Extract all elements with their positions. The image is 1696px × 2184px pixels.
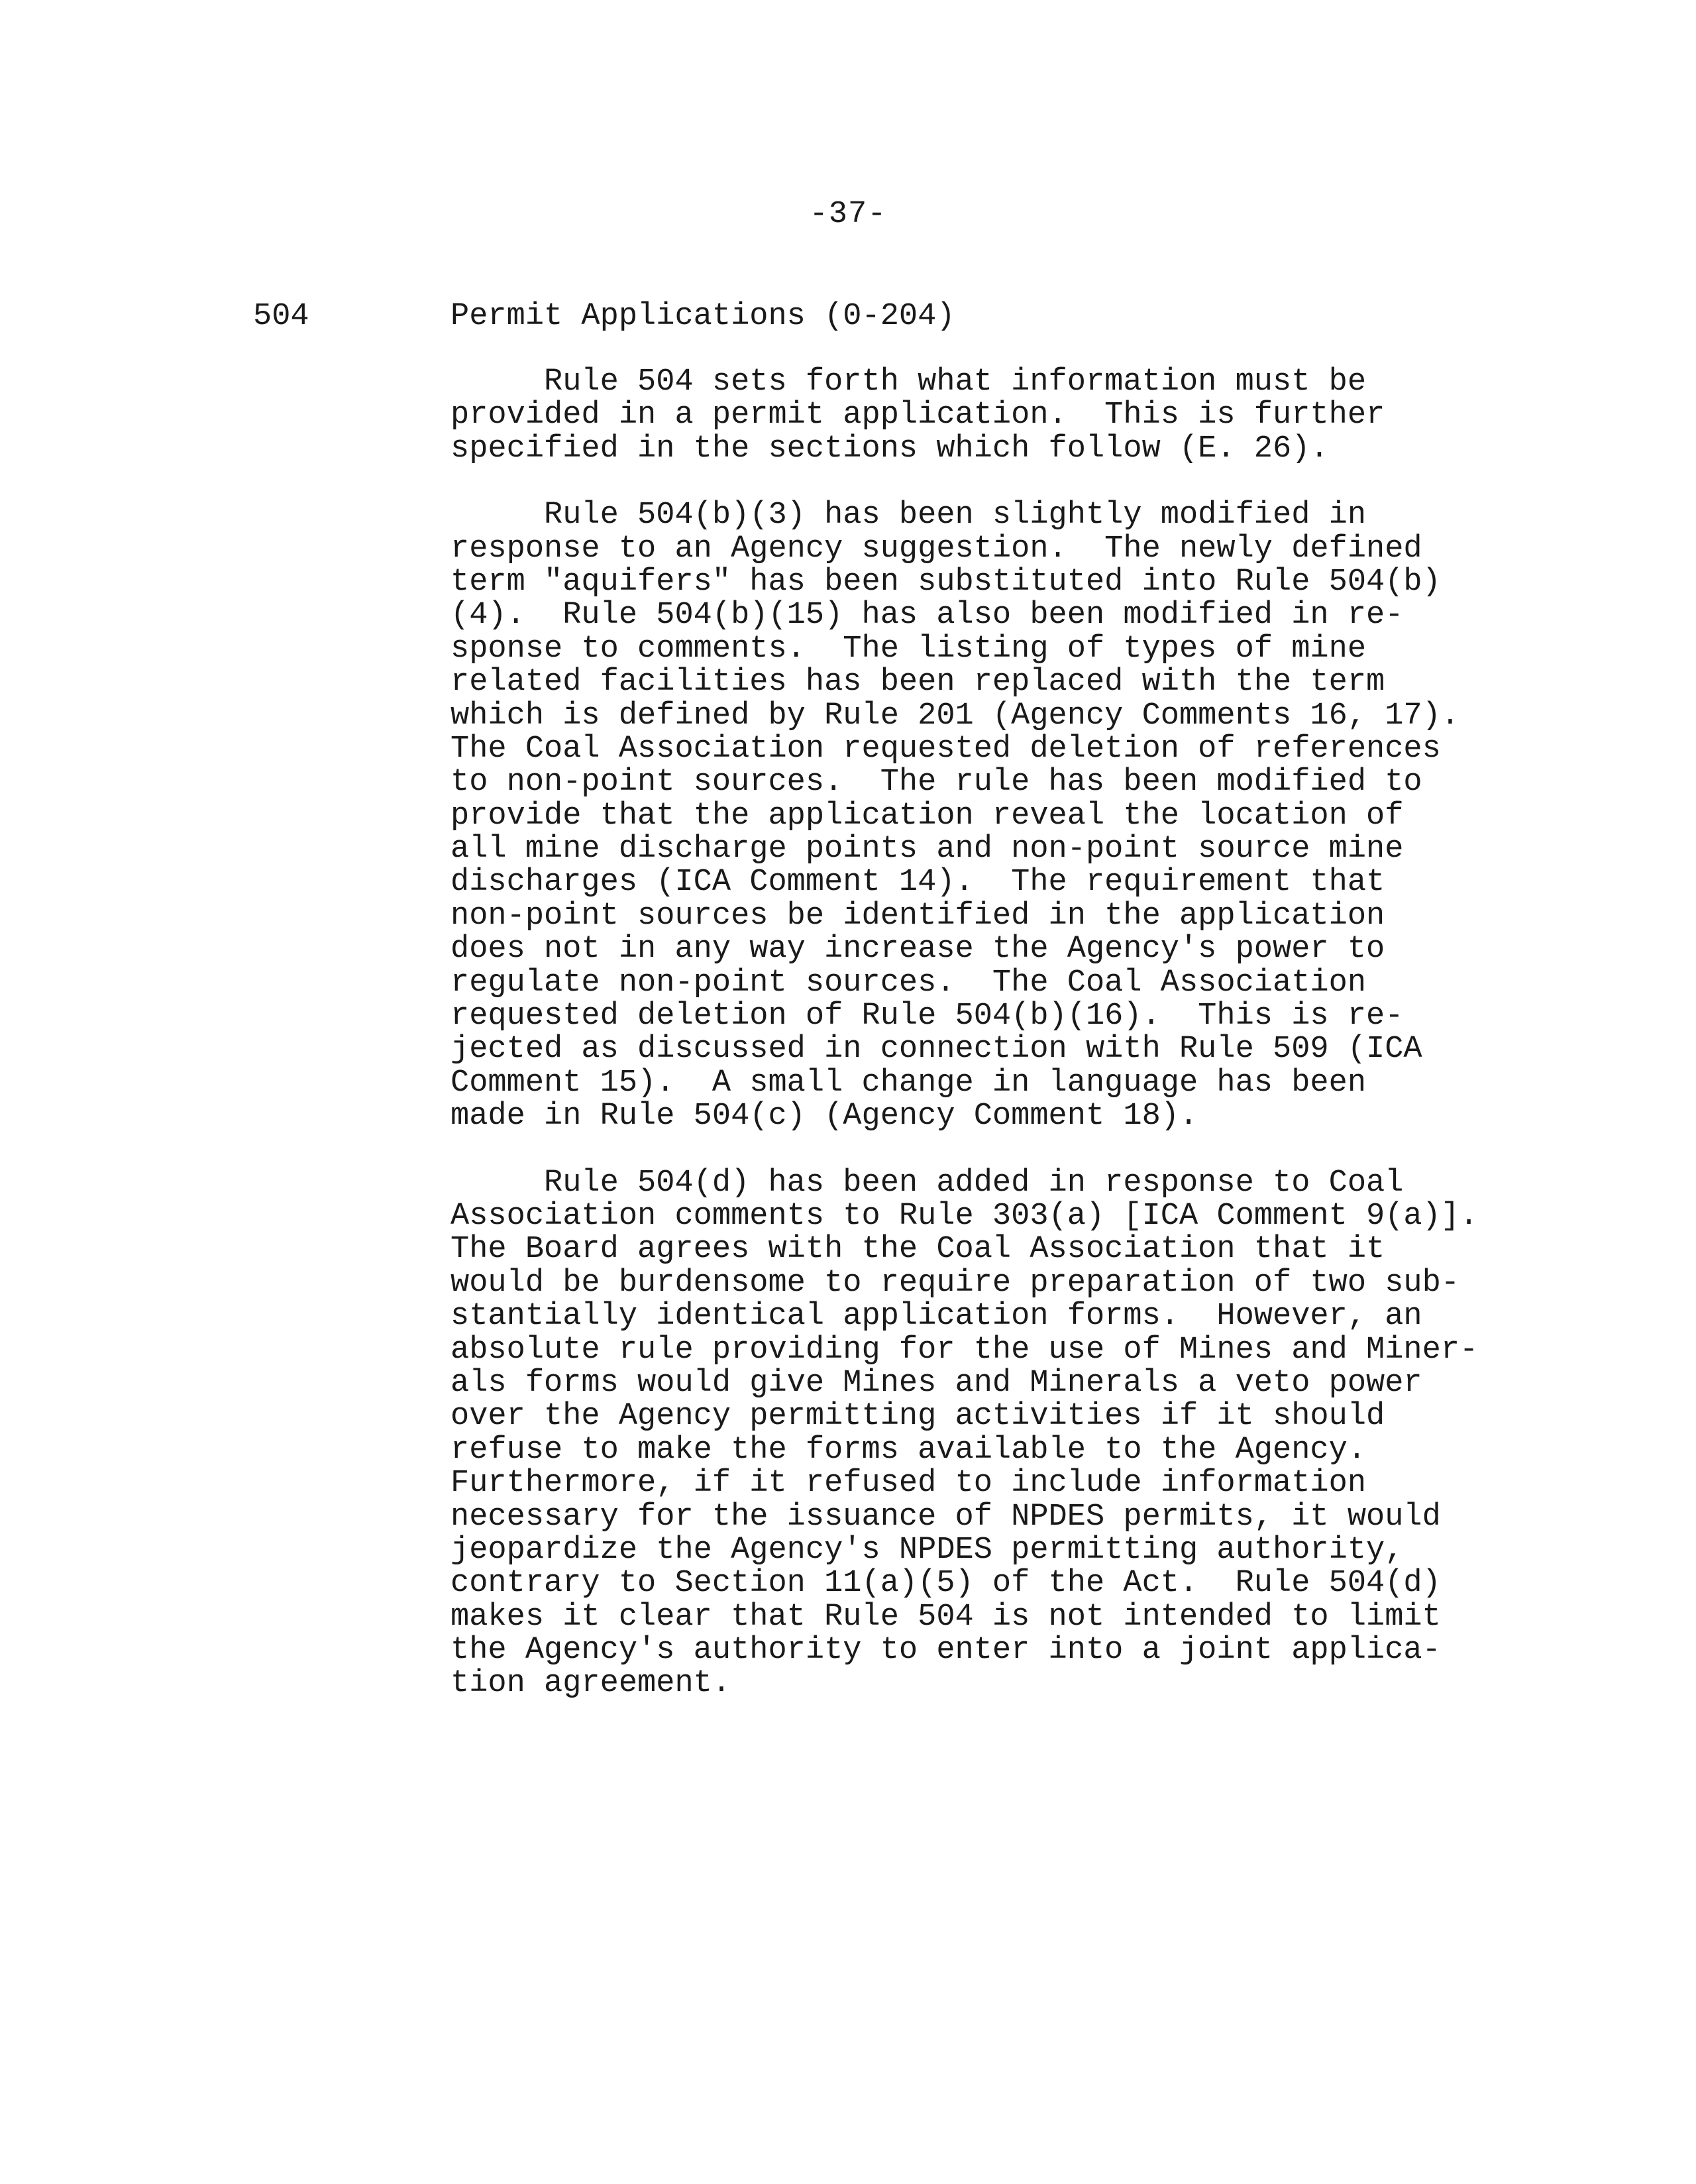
text-line: to non-point sources. The rule has been modified to xyxy=(450,765,1422,800)
section-number: 504 xyxy=(253,299,309,334)
text-line: discharges (ICA Comment 14). The requirement that xyxy=(450,865,1385,901)
text-line: tion agreement. xyxy=(450,1666,731,1702)
text-line: made in Rule 504(c) (Agency Comment 18). xyxy=(450,1099,1198,1134)
paragraph-rule-504-b-modifications xyxy=(450,499,1696,1133)
text-line: The Coal Association requested deletion of references xyxy=(450,731,1441,767)
text-line: which is defined by Rule 201 (Agency Comments 16, 17). xyxy=(450,698,1460,734)
text-line: response to an Agency suggestion. The newly defined xyxy=(450,531,1422,567)
text-line: absolute rule providing for the use of Mines and Miner- xyxy=(450,1332,1479,1368)
text-line: term "aquifers" has been substituted into Rule 504(b) xyxy=(450,564,1441,600)
text-line: related facilities has been replaced with the term xyxy=(450,665,1385,700)
text-line: jected as discussed in connection with Rule 509 (ICA xyxy=(450,1032,1422,1067)
body-text xyxy=(450,366,1696,1734)
text-line: would be burdensome to require preparation of two sub- xyxy=(450,1265,1460,1301)
text-line: regulate non-point sources. The Coal Association xyxy=(450,965,1367,1001)
text-line: makes it clear that Rule 504 is not intended to limit xyxy=(450,1599,1441,1635)
text-line: (4). Rule 504(b)(15) has also been modified in re- xyxy=(450,598,1404,633)
text-line: provided in a permit application. This is further xyxy=(450,398,1385,433)
text-line: sponse to comments. The listing of types of mine xyxy=(450,631,1367,667)
paragraph-rule-504-d xyxy=(450,1167,1696,1701)
text-line: necessary for the issuance of NPDES permits, it would xyxy=(450,1499,1441,1535)
text-line: all mine discharge points and non-point source mine xyxy=(450,832,1404,867)
text-line: The Board agrees with the Coal Association that it xyxy=(450,1232,1385,1268)
text-line: Association comments to Rule 303(a) [ICA Comment 9(a)]. xyxy=(450,1198,1479,1234)
text-line: the Agency's authority to enter into a joint applica- xyxy=(450,1633,1441,1668)
text-line: specified in the sections which follow (E. 26). xyxy=(450,431,1329,466)
text-line: non-point sources be identified in the application xyxy=(450,898,1385,934)
text-line: Comment 15). A small change in language has been xyxy=(450,1065,1367,1101)
text-line: jeopardize the Agency's NPDES permitting authority, xyxy=(450,1532,1404,1568)
section-title: Permit Applications (0-204) xyxy=(450,299,955,334)
text-line: als forms would give Mines and Minerals a veto power xyxy=(450,1365,1422,1401)
text-line: Rule 504(b)(3) has been slightly modified in xyxy=(450,498,1367,533)
text-line: stantially identical application forms. However, an xyxy=(450,1299,1422,1335)
text-line: provide that the application reveal the location of xyxy=(450,798,1404,834)
text-line: does not in any way increase the Agency's power to xyxy=(450,932,1385,967)
text-line: over the Agency permitting activities if it should xyxy=(450,1399,1385,1435)
text-line: requested deletion of Rule 504(b)(16). This is re- xyxy=(450,999,1404,1034)
paragraph-rule-504-overview xyxy=(450,366,1696,466)
text-line: contrary to Section 11(a)(5) of the Act. Rule 504(d) xyxy=(450,1566,1441,1602)
text-line: refuse to make the forms available to the Agency. xyxy=(450,1432,1367,1468)
text-line: Furthermore, if it refused to include information xyxy=(450,1466,1367,1502)
page-number: -37- xyxy=(809,197,887,232)
text-line: Rule 504 sets forth what information must be xyxy=(450,364,1367,400)
text-line: Rule 504(d) has been added in response to Coal xyxy=(450,1165,1404,1201)
